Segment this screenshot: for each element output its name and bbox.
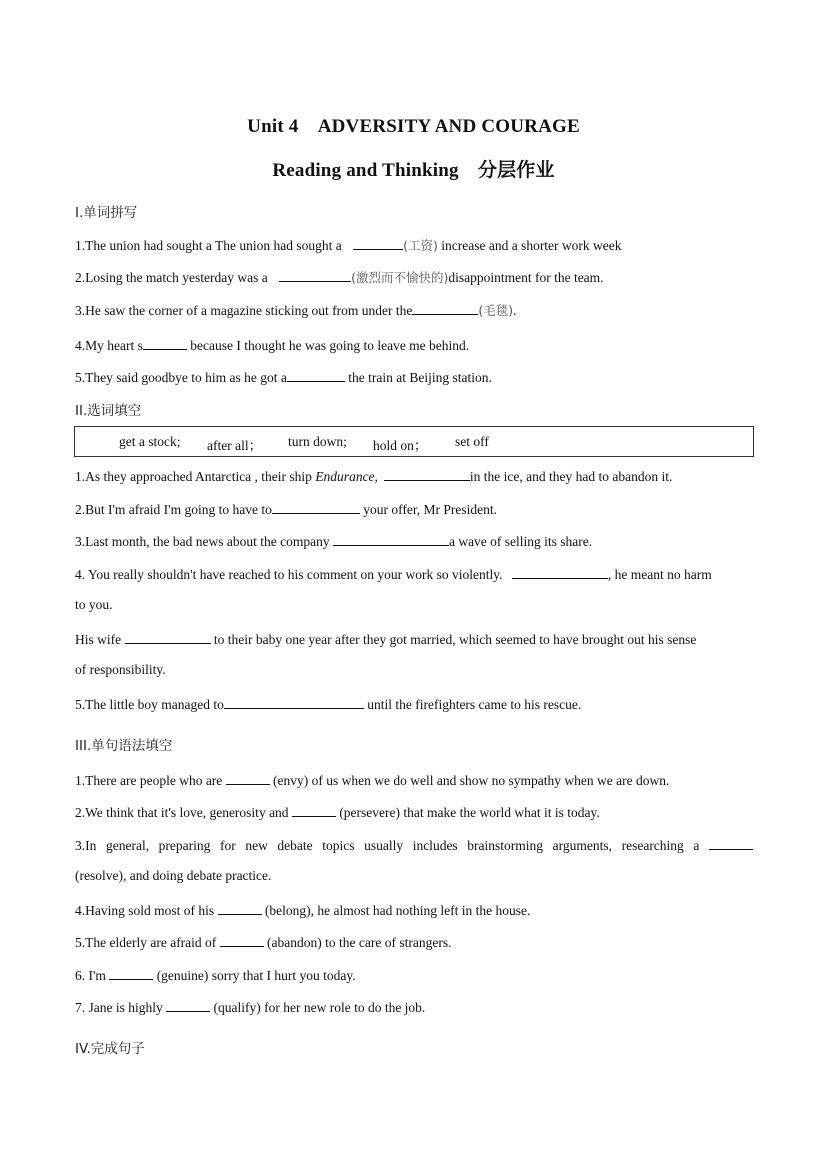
phrase-item-5: 5.The little boy managed to until the firefighters came to his rescue. xyxy=(75,697,582,712)
phrase-bank-box xyxy=(74,426,754,457)
grammar-item-1: 1.There are people who are (envy) of us when we do well and show no sympathy when we are down. xyxy=(75,773,670,788)
answer-blank[interactable] xyxy=(512,565,608,579)
section-heading-complete-sentences: IV.完成句子 xyxy=(75,1041,145,1057)
grammar-item-3-cont: (resolve), and doing debate practice. xyxy=(75,868,272,883)
grammar-item-3: 3.In general, preparing for new debate topics usually includes brainstorming arguments, researching a xyxy=(75,836,753,854)
spelling-item-1: 1.The union had sought a The union had sought a (工资) increase and a shorter work week xyxy=(75,238,622,253)
phrase-option: turn down; xyxy=(288,434,347,449)
answer-blank[interactable] xyxy=(279,268,351,282)
spelling-item-5: 5.They said goodbye to him as he got a the train at Beijing station. xyxy=(75,370,492,385)
phrase-item-4: 4. You really shouldn't have reached to his comment on your work so violently. , he meant no harm xyxy=(75,567,712,582)
phrase-item-4b: His wife to their baby one year after they got married, which seemed to have brought out his sense xyxy=(75,632,697,647)
section-heading-spelling: I.单词拼写 xyxy=(75,205,138,221)
phrase-option: after all； xyxy=(207,438,263,453)
answer-blank[interactable] xyxy=(125,630,211,644)
spelling-item-2: 2.Losing the match yesterday was a (激烈而不愉快的)disappointment for the team. xyxy=(75,270,604,285)
section-heading-grammar-fill: III.单句语法填空 xyxy=(75,738,173,754)
answer-blank[interactable] xyxy=(220,933,264,947)
spelling-item-3: 3.He saw the corner of a magazine sticking out from under the (毛毯). xyxy=(75,303,517,318)
phrase-item-4-cont: to you. xyxy=(75,597,113,612)
answer-blank[interactable] xyxy=(218,901,262,915)
answer-blank[interactable] xyxy=(292,803,336,817)
answer-blank[interactable] xyxy=(333,532,449,546)
answer-blank[interactable] xyxy=(226,771,270,785)
grammar-item-6: 6. I'm (genuine) sorry that I hurt you today. xyxy=(75,968,356,983)
answer-blank[interactable] xyxy=(287,368,345,382)
answer-blank[interactable] xyxy=(412,301,478,315)
spelling-item-4: 4.My heart s because I thought he was going to leave me behind. xyxy=(75,338,470,353)
grammar-item-2: 2.We think that it's love, generosity and (persevere) that make the world what it is today. xyxy=(75,805,600,820)
phrase-item-1: 1.As they approached Antarctica , their ship Endurance, in the ice, and they had to abandon it. xyxy=(75,469,673,484)
phrase-option: get a stock; xyxy=(119,434,181,449)
answer-blank[interactable] xyxy=(272,500,360,514)
grammar-item-4: 4.Having sold most of his (belong), he almost had nothing left in the house. xyxy=(75,903,531,918)
answer-blank[interactable] xyxy=(109,966,153,980)
answer-blank[interactable] xyxy=(384,467,470,481)
phrase-option: hold on； xyxy=(373,438,428,453)
grammar-item-5: 5.The elderly are afraid of (abandon) to the care of strangers. xyxy=(75,935,452,950)
answer-blank[interactable] xyxy=(353,236,403,250)
answer-blank[interactable] xyxy=(224,695,364,709)
phrase-item-3: 3.Last month, the bad news about the company a wave of selling its share. xyxy=(75,534,593,549)
phrase-item-4b-cont: of responsibility. xyxy=(75,662,166,677)
phrase-option: set off xyxy=(455,434,489,449)
phrase-item-2: 2.But I'm afraid I'm going to have to your offer, Mr President. xyxy=(75,502,498,517)
grammar-item-7: 7. Jane is highly (qualify) for her new role to do the job. xyxy=(75,1000,426,1015)
page-subtitle: Reading and Thinking 分层作业 xyxy=(272,160,555,181)
answer-blank[interactable] xyxy=(709,836,753,850)
page-title: Unit 4 ADVERSITY AND COURAGE xyxy=(247,116,580,137)
section-heading-phrase-fill: II.选词填空 xyxy=(75,403,142,419)
answer-blank[interactable] xyxy=(143,336,187,350)
answer-blank[interactable] xyxy=(166,998,210,1012)
